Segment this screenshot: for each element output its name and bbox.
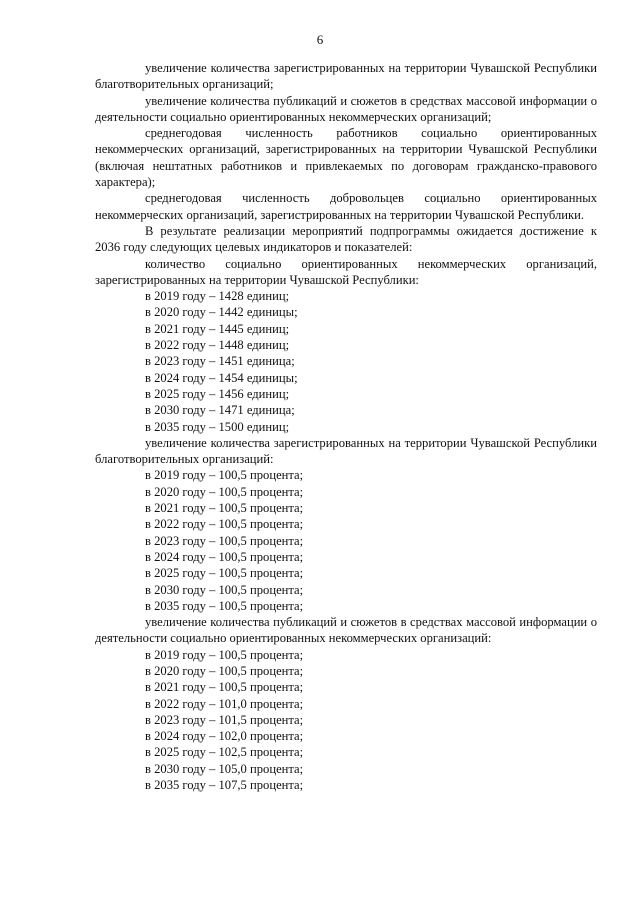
- indicator-value: в 2020 году – 100,5 процента;: [145, 663, 304, 678]
- indicator-value: в 2025 году – 100,5 процента;: [145, 566, 304, 581]
- indicator-value: в 2019 году – 100,5 процента;: [145, 468, 304, 483]
- indicator-value: в 2022 году – 100,5 процента;: [145, 517, 304, 532]
- indicator-value: в 2020 году – 100,5 процента;: [145, 484, 304, 499]
- paragraph: среднегодовая численность работников социально ориентированных некоммерческих организаций, зарегистрированных на территории Чувашской Республики (включая нештатных работников и привлекаемых по договорам гражданско-правового характера);: [95, 126, 597, 190]
- indicator-value: в 2025 году – 1456 единиц;: [145, 386, 290, 401]
- indicator-value: в 2022 году – 1448 единиц;: [145, 338, 290, 353]
- indicator-value: в 2021 году – 100,5 процента;: [145, 501, 304, 516]
- indicator-block: [95, 614, 597, 793]
- paragraph: увеличение количества зарегистрированных на территории Чувашской Республики благотворительных организаций;: [95, 61, 597, 92]
- indicator-value: в 2019 году – 100,5 процента;: [145, 647, 304, 662]
- indicator-title: количество социально ориентированных некоммерческих организаций, зарегистрированных на территории Чувашской Республики:: [95, 256, 597, 287]
- indicator-value: в 2035 году – 100,5 процента;: [145, 598, 304, 613]
- indicator-value: в 2021 году – 1445 единиц;: [145, 321, 290, 336]
- indicator-title: увеличение количества публикаций и сюжетов в средствах массовой информации о деятельности социально ориентированных некоммерческих организаций:: [95, 615, 597, 646]
- indicator-value: в 2023 году – 100,5 процента;: [145, 533, 304, 548]
- indicator-value: в 2024 году – 100,5 процента;: [145, 549, 304, 564]
- indicator-value: в 2024 году – 1454 единицы;: [145, 370, 298, 385]
- indicator-value: в 2025 году – 102,5 процента;: [145, 745, 304, 760]
- indicator-value: в 2035 году – 1500 единиц;: [145, 419, 290, 434]
- indicator-value: в 2030 году – 105,0 процента;: [145, 761, 304, 776]
- indicator-value: в 2030 году – 100,5 процента;: [145, 582, 304, 597]
- indicator-title: увеличение количества зарегистрированных на территории Чувашской Республики благотворительных организаций:: [95, 435, 597, 467]
- paragraph: увеличение количества публикаций и сюжетов в средствах массовой информации о деятельности социально ориентированных некоммерческих организаций;: [95, 93, 597, 124]
- indicator-value: в 2030 году – 1471 единица;: [145, 403, 295, 418]
- indicator-value: в 2019 году – 1428 единиц;: [145, 289, 290, 304]
- page-number: 6: [316, 32, 324, 47]
- paragraph: В результате реализации мероприятий подпрограммы ожидается достижение к 2036 году следующих целевых индикаторов и показателей:: [95, 223, 597, 255]
- indicator-block: [95, 256, 597, 435]
- indicator-value: в 2021 году – 100,5 процента;: [145, 680, 304, 695]
- indicator-value: в 2020 году – 1442 единицы;: [145, 305, 298, 320]
- indicator-value: в 2024 году – 102,0 процента;: [145, 729, 304, 744]
- document-body: [95, 60, 597, 793]
- indicator-value: в 2022 году – 101,0 процента;: [145, 696, 304, 711]
- indicator-value: в 2023 году – 101,5 процента;: [145, 712, 304, 727]
- indicator-value: в 2023 году – 1451 единица;: [145, 354, 295, 369]
- indicator-value: в 2035 году – 107,5 процента;: [145, 778, 304, 793]
- indicator-block: [95, 435, 597, 614]
- paragraph: среднегодовая численность добровольцев социально ориентированных некоммерческих организаций, зарегистрированных на территории Чувашской Республики.: [95, 191, 597, 222]
